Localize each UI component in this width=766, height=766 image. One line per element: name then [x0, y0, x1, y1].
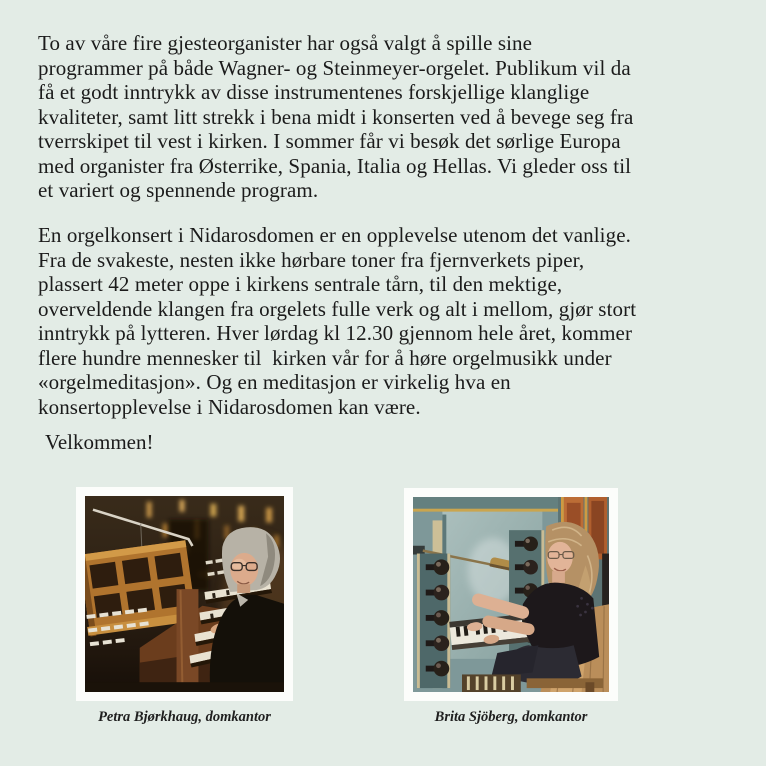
- text-line: En orgelkonsert i Nidarosdomen er en opplevelse utenom det vanlige.: [38, 223, 631, 247]
- intro-paragraph: [38, 31, 633, 203]
- text-line: plassert 42 meter oppe i kirkens sentrale tårn, til den mektige,: [38, 272, 563, 296]
- concert-paragraph: [38, 223, 636, 419]
- text-line: Fra de svakeste, nesten ikke hørbare toner fra fjernverkets piper,: [38, 247, 585, 272]
- welcome-text: Velkommen!: [45, 430, 154, 454]
- text-line: tverrskipet til vest i kirken. I sommer får vi besøk det sørlige Europa: [38, 129, 621, 153]
- photo-frame: [404, 488, 618, 701]
- photo-caption-petra: Petra Bjørkhaug, domkantor: [98, 709, 271, 725]
- photo-caption-brita: Brita Sjöberg, domkantor: [434, 709, 588, 725]
- text-line: To av våre fire gjesteorganister har også valgt å spille sine: [38, 31, 533, 55]
- photo-frame: [76, 487, 293, 701]
- text-line: inntrykk på lytteren. Hver lørdag kl 12.30 gjennom hele året, kommer: [38, 321, 633, 345]
- text-line: med organister fra Østerrike, Spania, Italia og Hellas. Vi gleder oss til: [38, 153, 632, 178]
- text-line: få et godt inntrykk av disse instrumentenes forskjellige klanglige: [38, 80, 590, 104]
- organist-photo-brita: [413, 497, 609, 692]
- text-line: «orgelmeditasjon». Og en meditasjon er virkelig hva en: [38, 370, 511, 394]
- text-line: programmer på både Wagner- og Steinmeyer-orgelet. Publikum vil da: [38, 55, 631, 80]
- text-line: kvaliteter, samt litt strekk i bena midt i konserten ved å bevege seg fra: [38, 104, 634, 129]
- text-line: et variert og spennende program.: [38, 178, 319, 202]
- text-line: flere hundre mennesker til kirken vår for å høre orgelmusikk under: [38, 345, 612, 370]
- text-line: overveldende klangen fra orgelets fulle verk og alt i mellom, gjør stort: [38, 296, 637, 321]
- photo-card-petra: [76, 487, 293, 726]
- organist-photo-petra: [85, 496, 284, 692]
- text-line: konsertopplevelse i Nidarosdomen kan være.: [38, 394, 421, 419]
- photo-card-brita: [404, 488, 618, 726]
